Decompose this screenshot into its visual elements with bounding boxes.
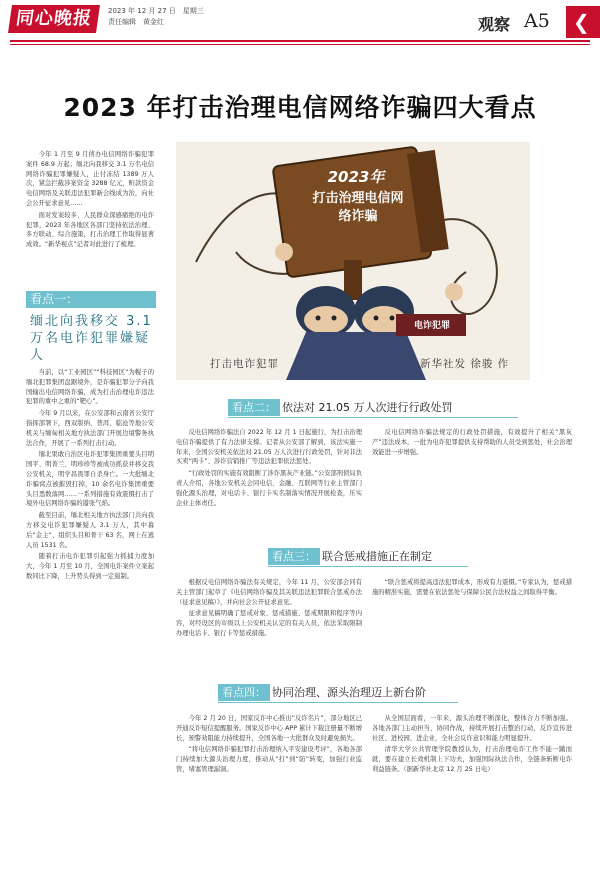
masthead-rule: [10, 40, 590, 42]
point4-paragraph: 今年 2 月 20 日，国家反诈中心推出“反诈名片”，部分地区已开通反诈短信提醒服务。国家反诈中心 APP 累计下载注册量不断增长，预警劝阻能力持续提升，全国各地一大批群众及时避免损失。: [176, 715, 362, 742]
point4-tag: 看点四：: [218, 684, 270, 701]
point3-paragraph: 根据反电信网络诈骗法有关规定，今年 11 月，公安部会同有关主管部门起草了《电信网络诈骗及其关联违法犯罪联合惩戒办法（征求意见稿）》，并向社会公开征求意见。: [176, 579, 362, 606]
cartoon-illustration: [176, 142, 530, 380]
point1-paragraph: 今年 9 月以来，在公安部和云南省公安厅指挥部署下，西双版纳、普洱、临沧等地公安机关与缅甸相关地方执法部门开展边境警务执法合作，开展了一系列打击行动。: [26, 410, 154, 447]
point3-paragraph: “联合惩戒将提高违法犯罪成本，形成有力震慑。”专家认为，惩戒措施的精准实施，需要在依法惩处与保障公民合法权益之间取得平衡。: [372, 579, 572, 596]
point3-subhead: [268, 548, 432, 565]
point4-rule: [218, 702, 458, 703]
point2-paragraph: 反电信网络诈骗法规定的行政处罚措施，有效提升了相关“黑灰产”违法成本，一批为电诈犯罪提供支持帮助的人员受到惩处，社会治理效能进一步增强。: [372, 429, 572, 456]
article-headline: 2023 年打击治理电信网络诈骗四大看点: [63, 93, 537, 122]
point1-paragraph: 缅北果敢自治区电诈犯罪集团重要头目明国平、明菁兰、明珍珍等被成功抓获并移交我公安机关，明学昌畏罪自杀身亡。一大批缅北诈骗窝点被摧毁打掉，10 余名电诈集团重要头目悉数落网……一系列措施有效震慑打击了境外电信网络诈骗的嚣张气焰。: [26, 451, 154, 508]
point2-title: 依法对 21.05 万人次进行行政处罚: [282, 401, 453, 414]
intro-paragraph: 面对发案较多、人民群众深感痛绝的电诈犯罪，2023 年各地区各部门坚持依法治理、多方联动、综合施策，打击治理工作取得显著成效。“新华视点”记者对此进行了梳理。: [26, 211, 154, 249]
point1-body: [26, 368, 154, 880]
newspaper-logo: 同心晚报: [8, 5, 100, 33]
section-name: 观察: [478, 15, 511, 34]
point3-paragraph: 征求意见稿明确了惩戒对象、惩戒措施、惩戒期限和程序等内容，对经设区的市级以上公安机关认定的有关人员，依法采取限制办理电话卡、银行卡等惩戒措施。: [176, 610, 362, 637]
point1-paragraph: 随着打击电诈犯罪引起强力抓捕力度加大，今年 1 月至 10 月，全国电诈案件立案起数同比下降，上升势头得到一定遏制。: [26, 553, 154, 580]
point3-body-right: [372, 578, 572, 676]
point4-paragraph: 从全国层面看，一年来，源头治理不断深化，整体合力不断加强。各地各部门主动担当、协同作战，持续开展打击整治行动，反诈宣传进社区、进校园、进企业，全社会反诈意识和能力明显提升。: [372, 715, 572, 742]
board-slogan: 打击治理电信网络诈骗: [312, 191, 404, 224]
point2-paragraph: “行政处罚的实施有效阻断了涉诈黑灰产业链。”公安部刑侦局负责人介绍，各地公安机关会同电信、金融、互联网等行业主管部门强化源头治理，对电话卡、银行卡实名制落实情况开展检查，压实企业主体责任。: [176, 470, 362, 507]
masthead: [0, 0, 600, 38]
point1-kicker: 看点一：: [26, 291, 156, 308]
point2-body-right: [372, 428, 572, 538]
illustration-credit: 新华社发 徐骏 作: [420, 358, 510, 370]
point2-rule: [228, 417, 518, 418]
robe-label: 电诈犯罪: [413, 321, 450, 331]
masthead-rule-thin: [10, 44, 590, 45]
point1-paragraph: 截至目前，缅北相关地方执法部门共向我方移交电诈犯罪嫌疑人 3.1 万人，其中幕后“金主”、组织头目和骨干 63 名，网上在逃人员 1531 名。: [26, 512, 154, 549]
point4-subhead: [218, 684, 426, 701]
point1-heading: 缅北向我移交 3.1 万名电诈犯罪嫌疑人: [30, 314, 153, 363]
issue-date: 2023 年 12 月 27 日 星期三: [108, 7, 204, 15]
page-number: A5: [524, 10, 550, 32]
board-year: 2023年: [327, 168, 385, 186]
illustration-title: 打击电诈犯罪: [210, 358, 279, 370]
editors-line: 责任编辑 黄金红: [108, 18, 164, 26]
point2-subhead: [228, 399, 452, 416]
point4-body-right: [372, 714, 572, 884]
point4-title: 协同治理、源头治理迈上新台阶: [272, 686, 426, 699]
point3-rule: [268, 566, 468, 567]
point4-paragraph: “将电信网络诈骗犯罪打击治理纳入平安建设考评”，各地各部门持续加大源头治理力度，推动从“打”到“防”转变，加强行业监管，堵塞管理漏洞。: [176, 746, 362, 773]
point1-paragraph: 当前，以“工业园区”“科技园区”为幌子的缅北犯罪集团盘踞境外，是诈骗犯罪分子向我国输出电信网络诈骗，成为打击治理电诈违法犯罪的重中之重的“靶心”。: [26, 369, 154, 406]
article-intro: [26, 150, 154, 252]
point4-paragraph: 清华大学公共管理学院教授认为，打击治理电诈工作不能一蹴而就，要在建立长效机制上下功夫，加强国际执法合作，全链条斩断电诈利益链条。（据新华社北京 12 月 25 日电）: [372, 746, 572, 773]
point4-body-left: [176, 714, 362, 884]
point3-tag: 看点三：: [268, 548, 320, 565]
point3-body-left: [176, 578, 362, 676]
point2-paragraph: 反电信网络诈骗法自 2022 年 12 月 1 日起施行，为打击治理电信诈骗提供了有力法律支撑。记者从公安部了解到，该法实施一年来，全国公安机关依法对 21.05 万人次进行行政处罚，针对非法买卖“两卡”、涉诈营销推广等违法犯罪依法惩处。: [176, 429, 362, 466]
chevron-left-icon: ❮: [573, 10, 590, 34]
point2-tag: 看点二：: [228, 399, 280, 416]
point2-body-left: [176, 428, 362, 538]
intro-paragraph: 今年 1 月至 9 月侦办电信网络诈骗犯罪案件 68.9 万起；缅北向我移交 3.1 万名电信网络诈骗犯罪嫌疑人，止付冻结 1389 万人次，紧急拦截涉案资金 3288 亿元，赃款资金电信网络及关联违法犯罪新会线成为治，向社会公开征求意见……: [26, 151, 154, 207]
point3-title: 联合惩戒措施正在制定: [322, 550, 432, 563]
